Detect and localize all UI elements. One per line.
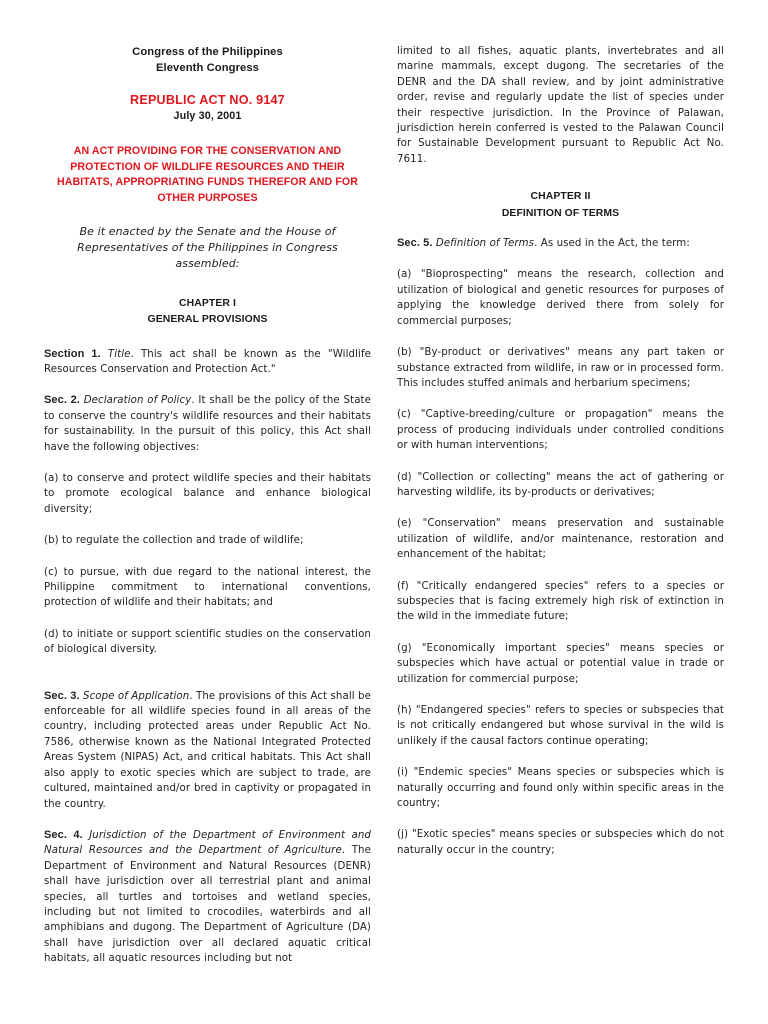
section-paragraph	[44, 689, 371, 812]
section-title: Jurisdiction of the Department of Environment and Natural Resources and the Department of Agriculture	[44, 829, 371, 857]
section-label: Sec. 4.	[44, 828, 83, 841]
chapter-number: CHAPTER I	[179, 297, 236, 309]
chapter-heading	[44, 296, 371, 329]
section-text: . The Department of Environment and Natural Resources (DENR) shall have jurisdiction over all terrestrial plant and animal species, all turtles and tortoises and wetland species, including but not limited to crocodiles, waterbirds and all amphibians and dugong. The Department of Agriculture (DA) shall have jurisdiction over all declared aquatic critical habitats, all aquatic resources including but not	[44, 845, 371, 965]
congress-session: Eleventh Congress	[155, 62, 260, 74]
section-title: Title	[107, 348, 131, 360]
section-label: Sec. 2.	[44, 394, 80, 407]
definition-item: (j) "Exotic species" means species or subspecies which do not naturally occur in the country;	[397, 829, 724, 856]
enacting-clause: Be it enacted by the Senate and the House of Representatives of the Philippines in Congress assembled:	[77, 225, 338, 270]
section-label: Section 1.	[44, 347, 101, 360]
objective-item: (b) to regulate the collection and trade of wildlife;	[44, 535, 304, 547]
definition-item: (a) "Bioprospecting" means the research, collection and utilization of biological and genetic resources for purposes of applying the knowledge derived there from solely for commercial purposes;	[397, 269, 724, 327]
section-paragraph	[397, 236, 724, 251]
chapter-number: CHAPTER II	[530, 191, 591, 203]
section-paragraph	[44, 393, 371, 455]
objective-item: (a) to conserve and protect wildlife species and their habitats to promote ecological balance and enhance biological diversity;	[44, 473, 371, 515]
definition-item: (b) "By-product or derivatives" means any part taken or substance extracted from wildlife, in raw or in processed form. This includes stuffed animals and herbarium specimens;	[397, 347, 724, 389]
section-text: . This act shall be known as the "Wildlife Resources Conservation and Protection Act."	[44, 348, 371, 375]
objective-item: (d) to initiate or support scientific studies on the conservation of biological diversity.	[44, 628, 371, 656]
section-title: Declaration of Policy	[83, 395, 192, 407]
definition-item: (g) "Economically important species" means species or subspecies which have actual or potential value in trade or utilization for commercial purpose;	[397, 642, 724, 685]
left-column	[44, 44, 371, 967]
section-text: . The provisions of this Act shall be enforceable for all wildlife species found in all areas of the country, including protected areas under Republic Act No. 7586, otherwise known as the National Integrated Protected Areas System (NIPAS) Act, and critical habitats. This Act shall also apply to exotic species which are subject to trade, are cultured, maintained and/or bred in captivity or propagated in the country.	[44, 690, 371, 810]
congress-name: Congress of the Philippines	[132, 46, 283, 58]
section-title: Definition of Terms	[435, 238, 535, 250]
section-continuation: limited to all fishes, aquatic plants, invertebrates and all marine mammals, except dugong. The secretaries of the DENR and the DA shall review, and by joint administrative order, revise and regularly update the list of species under their respective jurisdiction. In the Province of Palawan, jurisdiction herein conferred is vested to the Palawan Council for Sustainable Development pursuant to Republic Act No. 7611.	[397, 46, 724, 165]
definition-item: (e) "Conservation" means preservation and sustainable utilization of wildlife, and/or maintenance, restoration and enhancement of the habitat;	[397, 518, 724, 561]
right-column	[397, 44, 724, 858]
definition-item: (h) "Endangered species" refers to species or subspecies that is not critically endangered but whose survival in the wild is unlikely if the causal factors continue operating;	[397, 705, 724, 747]
definition-item: (c) "Captive-breeding/culture or propagation" means the process of producing individuals under controlled conditions or with human interventions;	[397, 409, 724, 452]
definition-item: (d) "Collection or collecting" means the act of gathering or harvesting wildlife, its by-products or derivatives;	[397, 471, 724, 498]
section-paragraph	[44, 347, 371, 378]
act-date: July 30, 2001	[173, 110, 242, 122]
section-title: Scope of Application	[83, 690, 190, 702]
chapter-title: DEFINITION OF TERMS	[501, 207, 620, 219]
section-text: . It shall be the policy of the State to conserve the country's wildlife resources and their habitats for sustainability. In the pursuit of this policy, this Act shall have the following objectives:	[44, 395, 372, 453]
section-label: Sec. 3.	[44, 689, 80, 702]
chapter-title: GENERAL PROVISIONS	[147, 314, 268, 326]
objective-item: (c) to pursue, with due regard to the national interest, the Philippine commitment to international conventions, protection of wildlife and their habitats; and	[44, 566, 371, 609]
definition-item: (i) "Endemic species" Means species or subspecies which is naturally occurring and found only within specific areas in the country;	[397, 767, 724, 810]
act-title: AN ACT PROVIDING FOR THE CONSERVATION AND PROTECTION OF WILDLIFE RESOURCES AND THEIR HABITATS, APPROPRIATING FUNDS THEREFOR AND FOR OTHER PURPOSES	[56, 145, 359, 204]
chapter-heading	[397, 189, 724, 222]
act-number: REPUBLIC ACT NO. 9147	[130, 93, 285, 107]
section-paragraph	[44, 828, 371, 967]
section-label: Sec. 5.	[397, 237, 433, 250]
document-header	[44, 44, 371, 206]
definition-item: (f) "Critically endangered species" refers to a species or subspecies that is facing extremely high risk of extinction in the wild in the immediate future;	[397, 580, 724, 623]
section-text: . As used in the Act, the term:	[534, 238, 690, 250]
